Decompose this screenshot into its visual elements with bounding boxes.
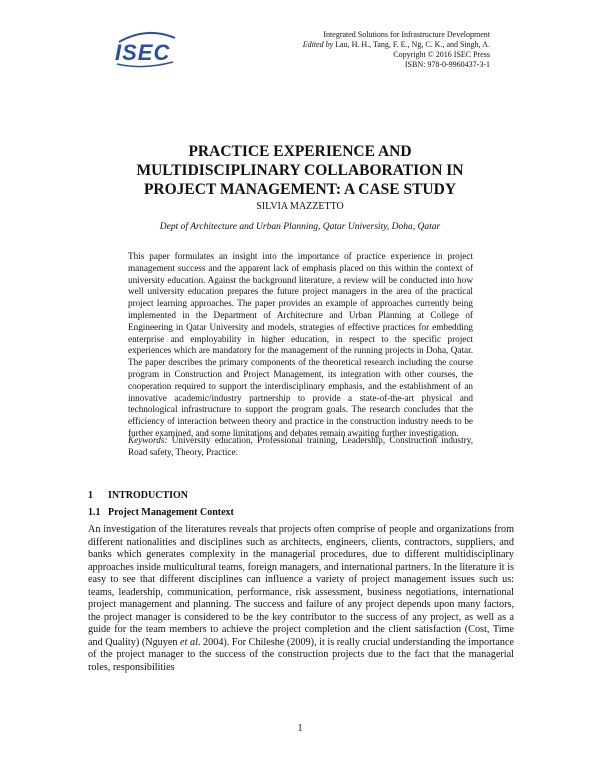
section-title: INTRODUCTION xyxy=(108,490,189,501)
isec-logo xyxy=(113,30,179,70)
subsection-heading xyxy=(88,507,234,518)
section-number: 1 xyxy=(88,490,93,501)
body-part-2: . 2004). For Chileshe (2009), it is really crucial understanding the importance of the project manager to the success of the construction projects due to the fact that the managerial roles, responsibilities xyxy=(88,636,514,674)
body-paragraph xyxy=(88,524,514,675)
edited-by-label: Edited by xyxy=(302,40,334,49)
title-line-3: PROJECT MANAGEMENT: A CASE STUDY xyxy=(143,181,457,198)
affiliation: Dept of Architecture and Urban Planning, Qatar University, Doha, Qatar xyxy=(159,222,441,232)
author: SILVIA MAZZETTO xyxy=(256,201,344,212)
body-etal: et al xyxy=(180,636,198,648)
abstract: This paper formulates an insight into the importance of practice experience in project management success and the apparent lack of emphasis placed on this within the context of university education. Against the background literature, a review will be conducted into how well university education prepares the future project managers in the area of the practical project learning approaches. The paper provides an example of approaches currently being implemented in the Department of Architecture and Urban Planning at College of Engineering in Qatar University and models, strategies of effective practices for embedding enterprise and employability in higher education, in respect to the specific project experiences which are mandatory for the management of the running projects in Doha, Qatar. The paper describes the primary components of the theoretical research including the course program in Construction and Project Management, its integration with other courses, the cooperation required to support the interdisciplinary emphasis, and the establishment of an innovative academic/industry partnership to provide a state-of-the-art physical and technological infrastructure to support the program goals. The research concludes that the efficiency of interaction between theory and practice in the construction industry needs to be further examined, and some limitations and debates remain awaiting further investigation. xyxy=(128,251,473,438)
isbn: ISBN: 978-0-9960437-3-1 xyxy=(404,60,490,69)
keywords-text: University education, Professional training, Leadership, Construction industry, Road safety, Theory, Practice. xyxy=(128,435,473,457)
body-part-1: An investigation of the literatures reveals that projects often comprise of people and organizations from different nationalities and disciplines such as architects, engineers, clients, contractors, suppliers, and banks which generates complexity in the managerial procedures, due to different multidisciplinary approaches inside multicultural teams, foreign managers, and international partners. In the literature it is easy to see that different disciplines can influence a variety of project management issues such us: teams, leadership, communication, performance, risk assessment, business negotiations, international project management and planning. The success and failure of any project depends upon many factors, the project manager is considered to be the key contributor to the success of any project, as well as a guide for the team members to achieve the project completion and the client satisfaction (Cost, Time and Quality) (Nguyen xyxy=(88,524,514,648)
keywords-label: Keywords: xyxy=(128,435,168,445)
keywords xyxy=(128,435,473,459)
title-line-2: MULTIDISCIPLINARY COLLABORATION IN xyxy=(136,162,464,179)
editors: Lau, H. H., Tang, F. E., Ng, C. K., and Singh, A. xyxy=(335,40,490,49)
editors-line xyxy=(303,40,490,50)
copyright: Copyright © 2016 ISEC Press xyxy=(393,50,490,59)
logo-text: ISEC xyxy=(115,40,171,65)
subsection-title: Project Management Context xyxy=(108,507,234,518)
title-line-1: PRACTICE EXPERIENCE AND xyxy=(188,143,412,160)
section-heading xyxy=(88,490,188,501)
paper-title xyxy=(0,142,600,199)
series-title: Integrated Solutions for Infrastructure Development xyxy=(323,30,490,39)
subsection-number: 1.1 xyxy=(88,507,101,518)
header-info xyxy=(303,30,490,70)
page-number: 1 xyxy=(297,723,303,734)
